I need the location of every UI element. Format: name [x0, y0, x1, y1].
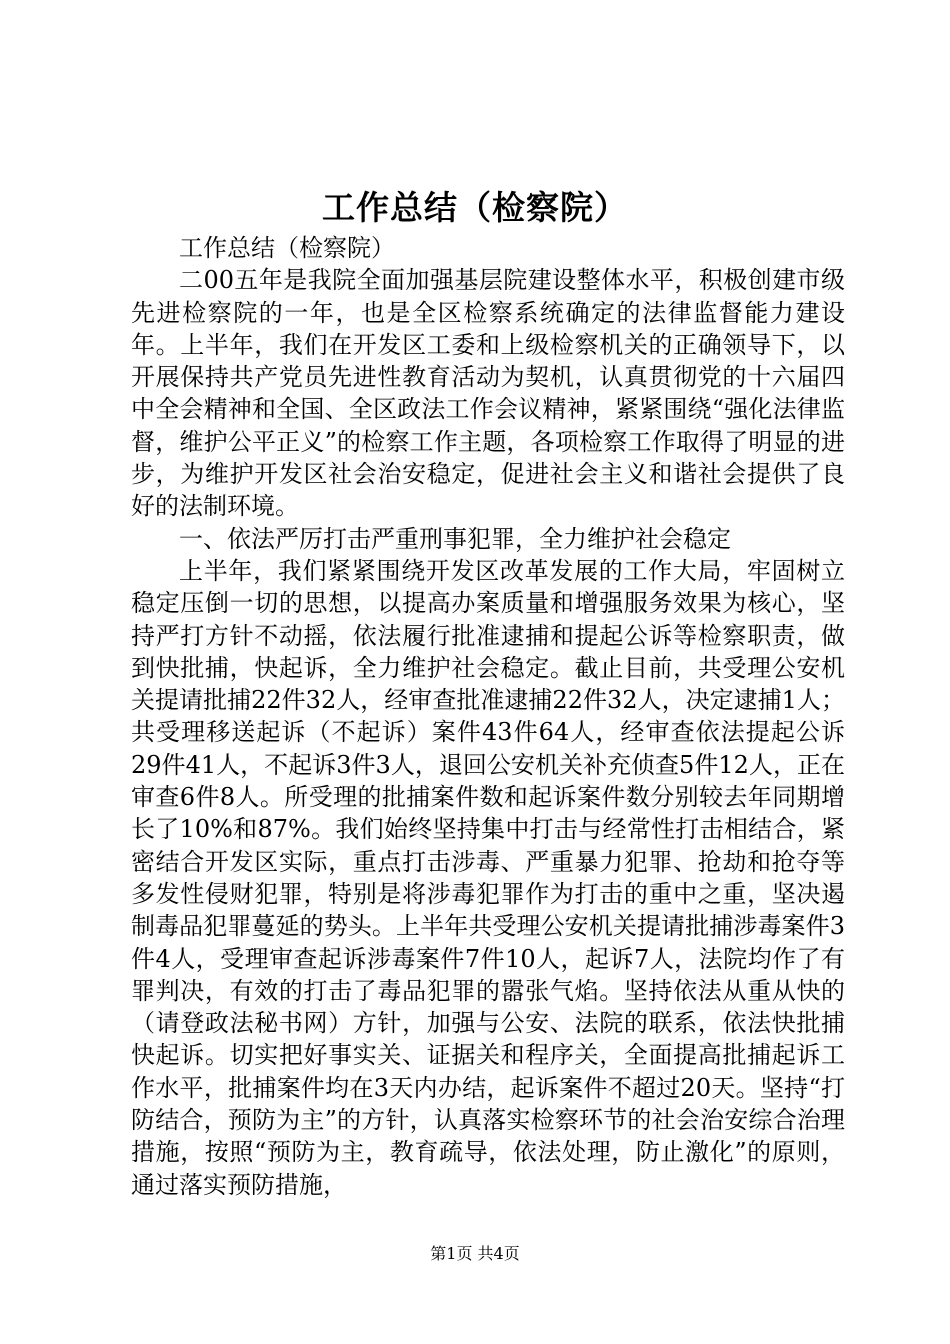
- document-title: 工作总结（检察院）: [322, 188, 628, 227]
- page-number-footer: 第1页 共4页: [430, 1244, 520, 1263]
- paragraph-intro: 二00五年是我院全面加强基层院建设整体水平，积极创建市级先进检察院的一年，也是全区检察系统确定的法律监督能力建设年。上半年，我们在开发区工委和上级检察机关的正确领导下，以开展保持共产党员先进性教育活动为契机，认真贯彻党的十六届四中全会精神和全国、全区政法工作会议精神，紧紧围绕“强化法律监督，维护公平正义”的检察工作主题，各项检察工作取得了明显的进步，为维护开发区社会治安稳定，促进社会主义和谐社会提供了良好的法制环境。: [131, 266, 845, 521]
- paragraph-section-1: 上半年，我们紧紧围绕开发区改革发展的工作大局，牢固树立稳定压倒一切的思想，以提高办案质量和增强服务效果为核心，坚持严打方针不动摇，依法履行批准逮捕和提起公诉等检察职责，做到快批捕，快起诉，全力维护社会稳定。截止目前，共受理公安机关提请批捕22件32人，经审查批准逮捕22件32人，决定逮捕1人；共受理移送起诉（不起诉）案件43件64人，经审查依法提起公诉29件41人，不起诉3件3人，退回公安机关补充侦查5件12人，正在审查6件8人。所受理的批捕案件数和起诉案件数分别较去年同期增长了10%和87%。我们始终坚持集中打击与经常性打击相结合，紧密结合开发区实际，重点打击涉毒、严重暴力犯罪、抢劫和抢夺等多发性侵财犯罪，特别是将涉毒犯罪作为打击的重中之重，坚决遏制毒品犯罪蔓延的势头。上半年共受理公安机关提请批捕涉毒案件3件4人，受理审查起诉涉毒案件7件10人，起诉7人，法院均作了有罪判决，有效的打击了毒品犯罪的嚣张气焰。坚持依法从重从快的（请登政法秘书网）方针，加强与公安、法院的联系，依法快批捕快起诉。切实把好事实关、证据关和程序关，全面提高批捕起诉工作水平，批捕案件均在3天内办结，起诉案件不超过20天。坚持“打防结合，预防为主”的方针，认真落实检察环节的社会治安综合治理措施，按照“预防为主，教育疏导，依法处理，防止激化”的原则，通过落实预防措施，: [131, 556, 845, 1199]
- paragraph-subtitle: 工作总结（检察院）: [179, 234, 395, 262]
- section-heading-1: 一、依法严厉打击严重刑事犯罪，全力维护社会稳定: [179, 524, 731, 553]
- document-body: [131, 232, 845, 1201]
